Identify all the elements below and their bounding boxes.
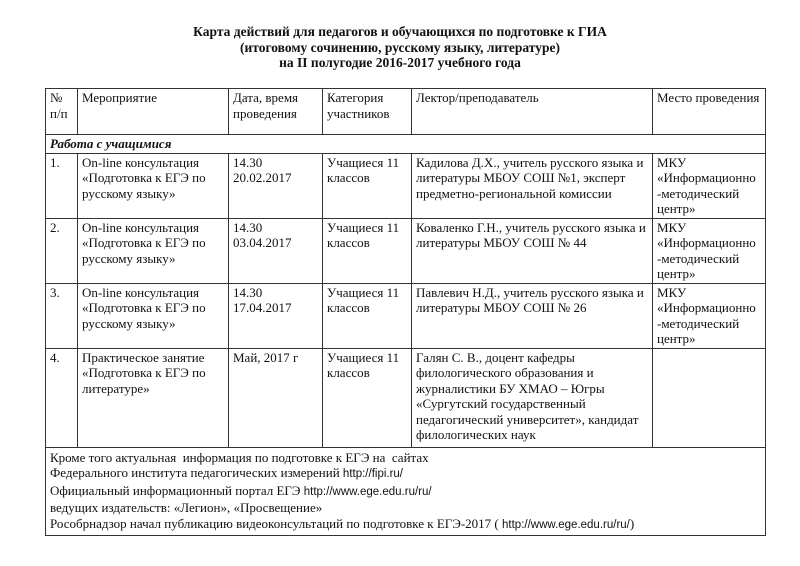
- section-title: Работа с учащимися: [46, 135, 766, 154]
- row-place: МКУ «Информационно -методический центр»: [653, 283, 766, 348]
- row-date: [229, 218, 323, 283]
- header-date: Дата, время проведения: [229, 89, 323, 135]
- row-category: Учащиеся 11 классов: [323, 218, 412, 283]
- footer-line-3: [50, 483, 761, 501]
- row-lecturer: Коваленко Г.Н., учитель русского языка и литературы МБОУ СОШ № 44: [412, 218, 653, 283]
- row-date: Май, 2017 г: [229, 348, 323, 447]
- row-lecturer: Павлевич Н.Д., учитель русского языка и литературы МБОУ СОШ № 26: [412, 283, 653, 348]
- row-date-value: 17.04.2017: [233, 300, 292, 315]
- row-event: Практическое занятие «Подготовка к ЕГЭ по литературе»: [78, 348, 229, 447]
- footer-line-1: Кроме того актуальная информация по подготовке к ЕГЭ на сайтах: [50, 449, 429, 465]
- row-place: [653, 348, 766, 447]
- row-category: Учащиеся 11 классов: [323, 283, 412, 348]
- header-lecturer: Лектор/преподаватель: [412, 89, 653, 135]
- events-table: [45, 88, 766, 536]
- footer-line-4: ведущих издательств: «Легион», «Просвещение»: [50, 500, 323, 515]
- ege-portal-link[interactable]: http://www.ege.edu.ru/ru/: [303, 485, 432, 498]
- footer-text: Федерального института педагогических измерений: [50, 465, 343, 480]
- row-event: On-line консультация «Подготовка к ЕГЭ по русскому языку»: [78, 218, 229, 283]
- row-num: 4.: [46, 348, 78, 447]
- row-time: 14.30: [233, 154, 263, 170]
- row-date: [229, 283, 323, 348]
- header-category: Категория участников: [323, 89, 412, 135]
- row-num: 1.: [46, 153, 78, 218]
- footer-line-5: [50, 516, 761, 534]
- header-event: Мероприятие: [78, 89, 229, 135]
- row-time: 14.30: [233, 284, 263, 300]
- footer-info: [46, 447, 766, 536]
- row-date-value: 03.04.2017: [233, 235, 292, 250]
- footer-text: ): [629, 515, 635, 531]
- table-header-row: [46, 89, 766, 135]
- table-row: [46, 153, 766, 218]
- row-category: Учащиеся 11 классов: [323, 153, 412, 218]
- row-date-value: 20.02.2017: [233, 170, 292, 185]
- row-num: 3.: [46, 283, 78, 348]
- row-category: Учащиеся 11 классов: [323, 348, 412, 447]
- row-place: МКУ «Информационно -методический центр»: [653, 218, 766, 283]
- row-lecturer: Кадилова Д.Х., учитель русского языка и литературы МБОУ СОШ №1, эксперт предметно-региональной комиссии: [412, 153, 653, 218]
- document-title: [0, 24, 800, 71]
- fipi-link[interactable]: http://fipi.ru/: [342, 468, 404, 480]
- title-line-1: Карта действий для педагогов и обучающихся по подготовке к ГИА: [193, 24, 607, 39]
- title-line-3: на II полугодие 2016-2017 учебного года: [279, 55, 521, 70]
- table-row: [46, 348, 766, 447]
- row-event: On-line консультация «Подготовка к ЕГЭ по русскому языку»: [78, 153, 229, 218]
- table-row: [46, 218, 766, 283]
- row-event: On-line консультация «Подготовка к ЕГЭ по русскому языку»: [78, 283, 229, 348]
- row-lecturer: Галян С. В., доцент кафедры филологического образования и журналистики БУ ХМАО – Югры «Сургутский государственный педагогический университет», кандидат филологических наук: [412, 348, 653, 447]
- table-row: [46, 283, 766, 348]
- ege-video-link[interactable]: http://www.ege.edu.ru/ru/: [502, 518, 630, 531]
- footer-text: Официальный информационный портал ЕГЭ: [50, 482, 304, 498]
- header-place: Место проведения: [653, 89, 766, 135]
- footer-text: Рособрнадзор начал публикацию видеоконсультаций по подготовке к ЕГЭ-2017 (: [50, 515, 503, 531]
- row-time: 14.30: [233, 219, 263, 235]
- title-line-2: (итоговому сочинению, русскому языку, литературе): [239, 39, 561, 55]
- section-row: [46, 135, 766, 154]
- row-place: МКУ «Информационно -методический центр»: [653, 153, 766, 218]
- row-date: [229, 153, 323, 218]
- footer-line-2: [50, 465, 761, 483]
- header-num: № п/п: [46, 89, 78, 135]
- footer-row: [46, 447, 766, 536]
- row-num: 2.: [46, 218, 78, 283]
